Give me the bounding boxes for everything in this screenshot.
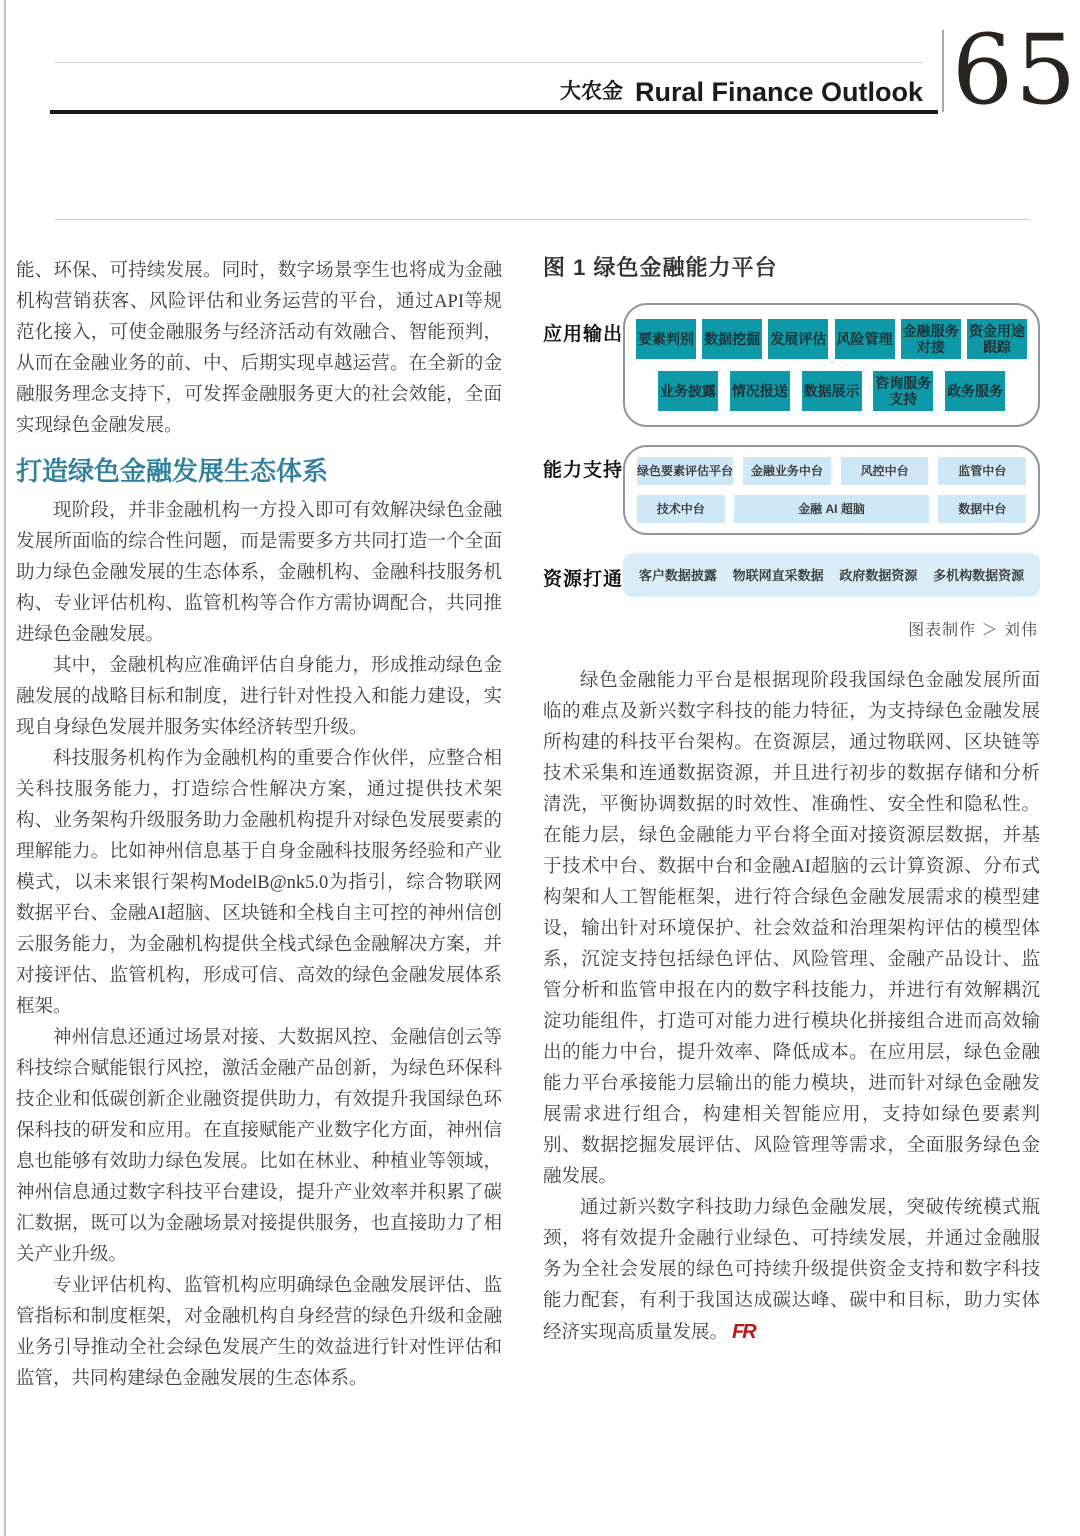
app-output-item: 政务服务 <box>945 371 1005 411</box>
paragraph: 能、环保、可持续发展。同时，数字场景孪生也将成为金融机构营销获客、风险评估和业务运营的平台，通过API等规范化接入，可使金融服务与经济活动有效融合、智能预判，从而在金融业务的前、中、后期实现卓越运营。在全新的金融服务理念支持下，可发挥金融服务更大的社会效能，全面实现绿色金融发展。 <box>16 261 502 436</box>
app-output-item: 金融服务对接 <box>901 319 961 359</box>
capability-item: 技术中台 <box>637 495 725 523</box>
paragraph: 专业评估机构、监管机构应明确绿色金融发展评估、监管指标和制度框架，对金融机构自身经营的绿色升级和金融业务引导推动全社会绿色发展产生的效益进行针对性评估和监管，共同构建绿色金融发展的生态体系。 <box>16 1276 502 1389</box>
app-output-item: 风险管理 <box>835 319 895 359</box>
paragraph: 科技服务机构作为金融机构的重要合作伙伴，应整合相关科技服务能力，打造综合性解决方案，通过提供技术架构、业务架构升级服务助力金融机构提升对绿色发展要素的理解能力。比如神州信息基于自身金融科技服务经验和产业模式，以未来银行架构ModelB@nk5.0为指引，综合物联网数据平台、金融AI超脑、区块链和全栈自主可控的神州信创云服务能力，为金融机构提供全栈式绿色金融解决方案，并对接评估、监管机构，形成可信、高效的绿色金融发展体系框架。 <box>16 749 502 1017</box>
paragraph: 现阶段，并非金融机构一方投入即可有效解决绿色金融发展所面临的综合性问题，而是需要多方共同打造一个全面助力绿色金融发展的生态体系，金融机构、金融科技服务机构、专业评估机构、监管机构等合作方需协调配合，共同推进绿色金融发展。 <box>16 501 502 645</box>
app-output-item: 数据挖掘 <box>702 319 762 359</box>
capability-item: 风控中台 <box>841 457 929 485</box>
capability-item: 金融业务中台 <box>743 457 831 485</box>
layer-resources <box>543 553 1040 597</box>
layer-label-app-output: 应用输出 <box>543 324 624 345</box>
app-output-item: 数据展示 <box>802 371 862 411</box>
app-output-item: 资金用途跟踪 <box>967 319 1027 359</box>
app-output-item: 情况报送 <box>730 371 790 411</box>
figure-title: 图 1 绿色金融能力平台 <box>543 255 778 280</box>
header-top-hairline <box>55 62 923 63</box>
figure-credit: 图表制作 ＞ 刘伟 <box>908 622 1038 639</box>
capability-item-ai-brain: 金融 AI 超脑 <box>734 495 930 523</box>
paragraph: 绿色金融能力平台是根据现阶段我国绿色金融发展所面临的难点及新兴数字科技的能力特征，为支持绿色金融发展所构建的科技平台架构。在资源层，通过物联网、区块链等技术采集和连通数据资源，并且进行初步的数据存储和分析清洗，平衡协调数据的时效性、准确性、安全性和隐私性。在能力层，绿色金融能力平台将全面对接资源层数据，并基于技术中台、数据中台和金融AI超脑的云计算资源、分布式构架和人工智能框架，进行符合绿色金融发展需求的模型建设，输出针对环境保护、社会效益和治理架构评估的模型体系，沉淀支持包括绿色评估、风险管理、金融产品设计、监管分析和监管申报在内的数字科技能力，并进行有效解耦沉淀功能组件，打造可对能力进行模块化拼接组合进而高效输出的能力中台，提升效率、降低成本。在应用层，绿色金融能力平台承接能力层输出的能力模块，进而针对绿色金融发展需求进行组合，构建相关智能应用，支持如绿色要素判别、数据挖掘发展评估、风险管理等需求，全面服务绿色金融发展。 <box>543 671 1040 1187</box>
capability-item: 监管中台 <box>938 457 1026 485</box>
page-number: 65 <box>952 14 1079 126</box>
app-output-item: 业务披露 <box>658 371 718 411</box>
resource-item: 客户数据披露 <box>638 567 717 583</box>
page-edge-line <box>4 0 6 1536</box>
resource-item: 政府数据资源 <box>839 567 918 583</box>
resources-banner <box>623 553 1040 597</box>
app-output-container <box>623 303 1040 427</box>
resource-item: 多机构数据资源 <box>933 567 1025 583</box>
magazine-name-en: Rural Finance Outlook <box>634 77 923 107</box>
app-output-item: 要素判别 <box>636 319 696 359</box>
paragraph-text: 通过新兴数字科技助力绿色金融发展，突破传统模式瓶颈，将有效提升金融行业绿色、可持续发展，并通过金融服务为全社会发展的绿色可持续升级提供资金支持和数字科技能力配套，有利于我国达成碳达峰、碳中和目标，助力实体经济实现高质量发展。 <box>543 1198 1040 1343</box>
app-output-item: 发展评估 <box>768 319 828 359</box>
capability-item: 绿色要素评估平台 <box>637 457 733 485</box>
app-output-item: 咨询服务支持 <box>873 371 933 411</box>
figure-green-finance-platform <box>543 252 1040 646</box>
left-column <box>16 256 502 1395</box>
header-rule <box>50 110 938 114</box>
capability-item: 数据中台 <box>938 495 1026 523</box>
layer-label-resources: 资源打通 <box>543 569 624 590</box>
article-end-mark: FR <box>732 1321 755 1343</box>
masthead <box>55 64 923 108</box>
layer-app-output <box>543 303 1040 427</box>
paragraph: 神州信息还通过场景对接、大数据风控、金融信创云等科技综合赋能银行风控，激活金融产品创新，为绿色环保科技企业和低碳创新企业融资提供助力，有效提升我国绿色环保科技的研发和应用。在直接赋能产业数字化方面，神州信息也能够有效助力绿色发展。比如在林业、种植业等领域，神州信息通过数字科技平台建设，提升产业效率并积累了碳汇数据，既可以为金融场景对接提供服务，也直接助力了相关产业升级。 <box>16 1028 502 1265</box>
layer-capability <box>543 445 1040 535</box>
section-heading: 打造绿色金融发展生态体系 <box>16 456 329 486</box>
header-vertical-divider <box>942 30 944 112</box>
right-column <box>543 252 1040 1349</box>
capability-container <box>623 445 1040 535</box>
magazine-name-cn: 大农金 <box>559 80 623 103</box>
paragraph <box>543 1193 1040 1349</box>
paragraph: 其中，金融机构应准确评估自身能力，形成推动绿色金融发展的战略目标和制度，进行针对性投入和能力建设，实现自身绿色发展并服务实体经济转型升级。 <box>16 656 502 738</box>
resource-item: 物联网直采数据 <box>732 567 824 583</box>
header-lower-hairline <box>55 219 1030 220</box>
layer-label-capability: 能力支持 <box>543 460 624 481</box>
